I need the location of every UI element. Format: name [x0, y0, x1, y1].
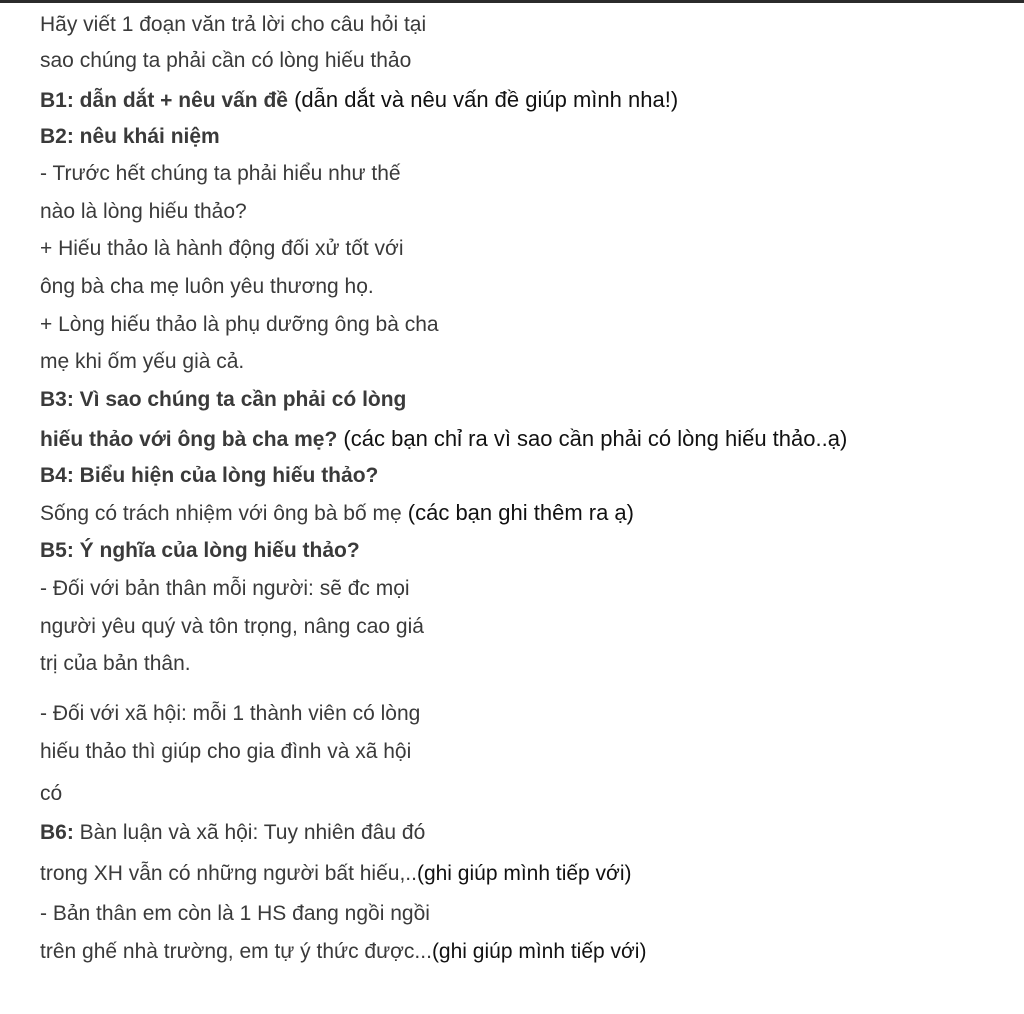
step-heading-b6: B6: Bàn luận và xã hội: Tuy nhiên đâu đó [40, 821, 426, 844]
text-line: - Trước hết chúng ta phải hiểu như thế [40, 162, 401, 185]
text-line: - Đối với xã hội: mỗi 1 thành viên có lòng [40, 702, 421, 725]
text-line: + Hiếu thảo là hành động đối xử tốt với [40, 237, 404, 260]
text-line: người yêu quý và tôn trọng, nâng cao giá [40, 615, 424, 638]
step-heading-b2: B2: nêu khái niệm [40, 125, 220, 148]
step-heading-b4: B4: Biểu hiện của lòng hiếu thảo? [40, 464, 379, 487]
step-heading-b5: B5: Ý nghĩa của lòng hiếu thảo? [40, 539, 360, 562]
text-line: trị của bản thân. [40, 652, 191, 675]
text-line: - Bản thân em còn là 1 HS đang ngồi ngồi [40, 902, 430, 925]
text-line: Hãy viết 1 đoạn văn trả lời cho câu hỏi tại [40, 13, 427, 36]
step-heading-b3-cont: hiếu thảo với ông bà cha mẹ? (các bạn chỉ ra vì sao cần phải có lòng hiếu thảo..ạ) [40, 426, 848, 451]
text-line: mẹ khi ốm yếu già cả. [40, 350, 245, 373]
text-line: Sống có trách nhiệm với ông bà bố mẹ (các bạn ghi thêm ra ạ) [40, 500, 634, 525]
step-heading-b3: B3: Vì sao chúng ta cần phải có lòng [40, 388, 407, 411]
text-line: có [40, 782, 63, 805]
text-line: sao chúng ta phải cần có lòng hiếu thảo [40, 49, 412, 72]
text-line: - Đối với bản thân mỗi người: sẽ đc mọi [40, 577, 410, 600]
step-heading-b1: B1: dẫn dắt + nêu vấn đề (dẫn dắt và nêu vấn đề giúp mình nha!) [40, 87, 679, 112]
text-line: trên ghế nhà trường, em tự ý thức được...(ghi giúp mình tiếp với) [40, 940, 647, 963]
text-line: nào là lòng hiếu thảo? [40, 200, 247, 223]
text-line: + Lòng hiếu thảo là phụ dưỡng ông bà cha [40, 313, 439, 336]
top-border [0, 0, 1024, 3]
text-line: ông bà cha mẹ luôn yêu thương họ. [40, 275, 374, 298]
text-line: hiếu thảo thì giúp cho gia đình và xã hội [40, 740, 412, 763]
text-line: trong XH vẫn có những người bất hiếu,..(ghi giúp mình tiếp với) [40, 862, 632, 885]
